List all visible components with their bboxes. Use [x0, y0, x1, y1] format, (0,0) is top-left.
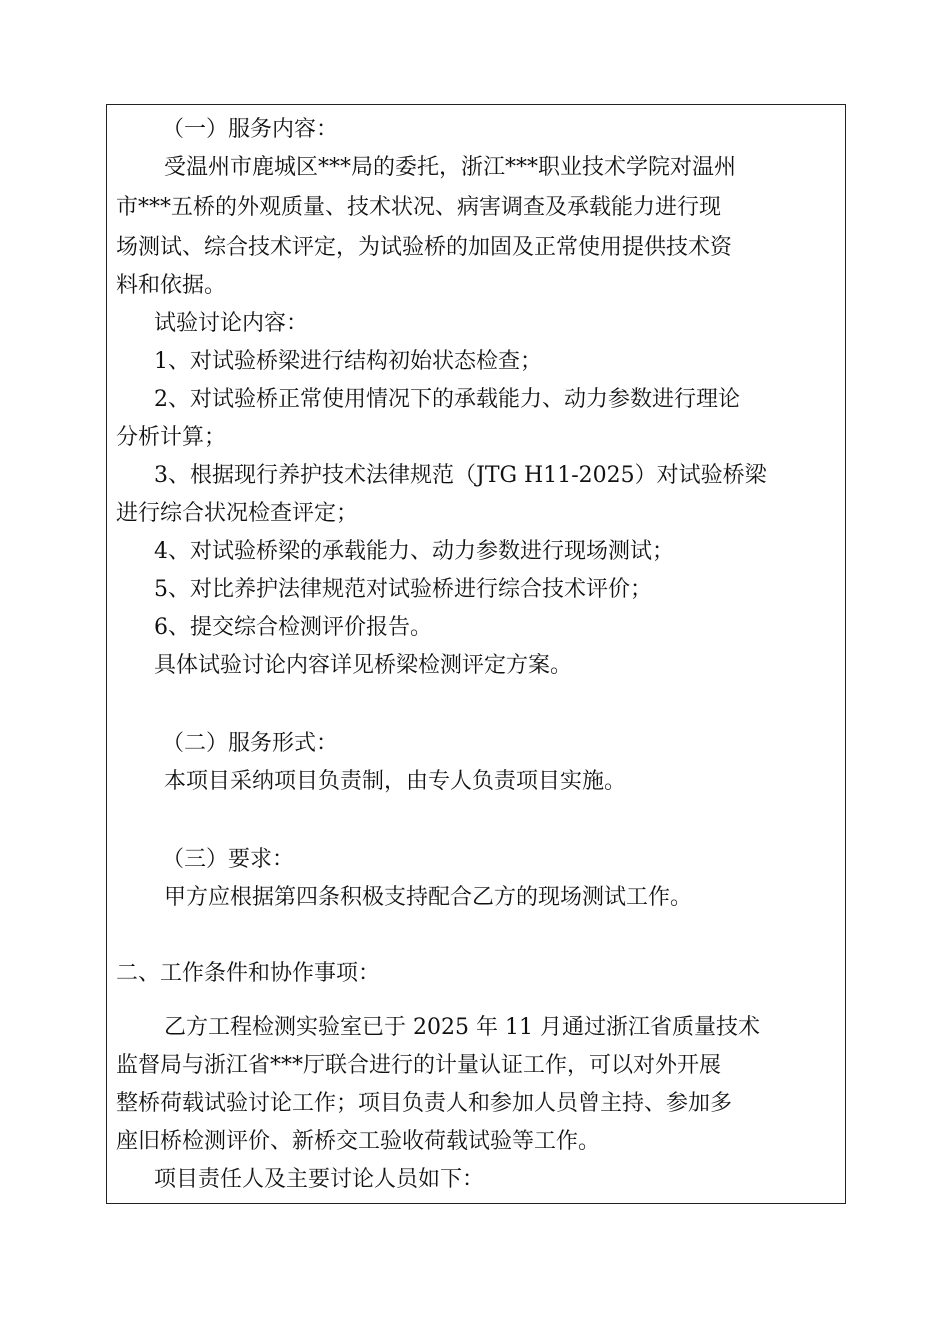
section2-heading: （二）服务形式： [162, 731, 339, 756]
section1-item-5: 5、对比养护法律规范对试验桥进行综合技术评价； [154, 577, 652, 602]
part2-heading: 二、工作条件和协作事项： [116, 961, 381, 986]
part2-line-1: 乙方工程检测实验室已于 2025 年 11 月通过浙江省质量技术 [164, 1015, 760, 1040]
section3-body: 甲方应根据第四条积极支持配合乙方的现场测试工作。 [164, 885, 693, 910]
section1-item-4: 4、对试验桥梁的承载能力、动力参数进行现场测试； [154, 539, 674, 564]
section1-intro-line-4: 料和依据。 [116, 273, 227, 298]
section1-item-1: 1、对试验桥梁进行结构初始状态检查； [154, 349, 542, 374]
section1-item-2: 2、对试验桥正常使用情况下的承载能力、动力参数进行理论 [154, 387, 740, 412]
part2-closing: 项目责任人及主要讨论人员如下： [154, 1167, 485, 1192]
part2-line-2: 监督局与浙江省***厅联合进行的计量认证工作，可以对外开展 [116, 1053, 722, 1078]
section1-intro-line-3: 场测试、综合技术评定，为试验桥的加固及正常使用提供技术资 [116, 235, 733, 260]
section1-intro-line-2: 市***五桥的外观质量、技术状况、病害调查及承载能力进行现 [116, 195, 722, 220]
part2-line-3: 整桥荷载试验讨论工作；项目负责人和参加人员曾主持、参加多 [116, 1091, 733, 1116]
section1-subheading: 试验讨论内容： [154, 311, 309, 336]
section1-item-3-cont: 进行综合状况检查评定； [116, 501, 359, 526]
part2-line-4: 座旧桥检测评价、新桥交工验收荷载试验等工作。 [116, 1129, 601, 1154]
section1-item-2-cont: 分析计算； [116, 425, 227, 450]
section1-closing: 具体试验讨论内容详见桥梁检测评定方案。 [154, 653, 573, 678]
section1-item-3: 3、根据现行养护技术法律规范（JTG H11-2025）对试验桥梁 [154, 463, 767, 488]
section2-body: 本项目采纳项目负责制，由专人负责项目实施。 [164, 769, 627, 794]
section1-heading: （一）服务内容： [162, 117, 339, 142]
section1-intro-line-1: 受温州市鹿城区***局的委托，浙江***职业技术学院对温州 [164, 155, 737, 180]
section3-heading: （三）要求： [162, 847, 295, 872]
section1-item-6: 6、提交综合检测评价报告。 [154, 615, 432, 640]
